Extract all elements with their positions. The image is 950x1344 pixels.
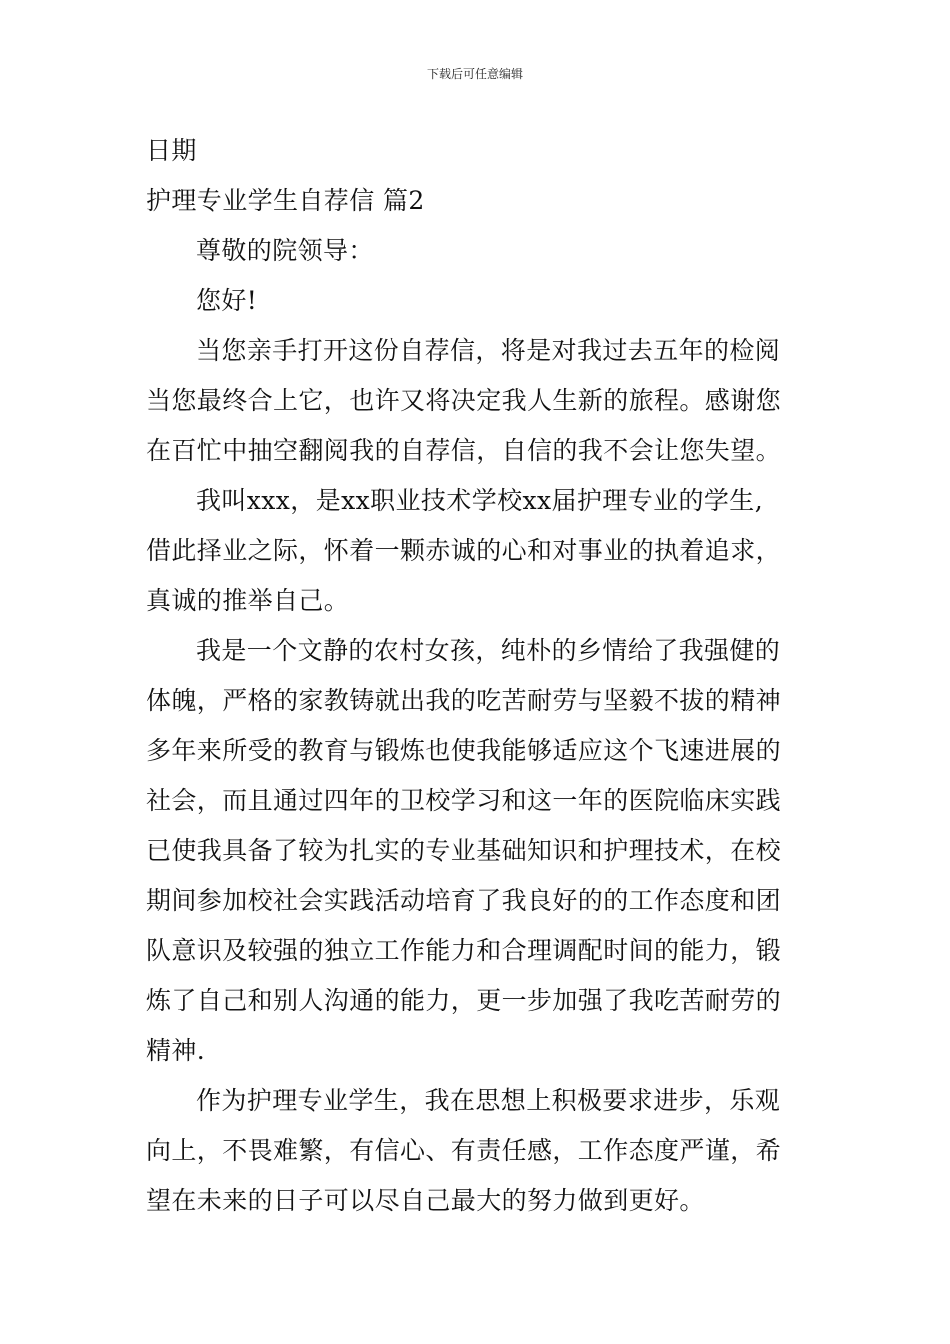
document-title: 护理专业学生自荐信 篇2 [146, 186, 425, 215]
text-line: 借此择业之际，怀着一颗赤诚的心和对事业的执着追求， [146, 536, 782, 565]
salutation: 尊敬的院领导： [196, 236, 374, 265]
text-line: 作为护理专业学生，我在思想上积极要求进步，乐观 [196, 1086, 781, 1115]
text-line: 当您最终合上它，也许又将决定我人生新的旅程。感谢您 [146, 386, 782, 415]
text-line: 多年来所受的教育与锻炼也使我能够适应这个飞速进展的 [146, 736, 782, 765]
text-line: 我叫xxx，是xx职业技术学校xx届护理专业的学生, [196, 486, 764, 515]
text-line: 望在未来的日子可以尽自己最大的努力做到更好。 [146, 1186, 705, 1215]
text-line: 真诚的推举自己。 [146, 586, 350, 615]
date-line: 日期 [146, 136, 197, 165]
text-line: 在百忙中抽空翻阅我的自荐信，自信的我不会让您失望。 [146, 436, 782, 465]
text-line: 炼了自己和别人沟通的能力，更一步加强了我吃苦耐劳的 [146, 986, 782, 1015]
text-line: 精神. [146, 1036, 206, 1065]
text-line: 我是一个文静的农村女孩，纯朴的乡情给了我强健的 [196, 636, 781, 665]
page-header: 下载后可任意编辑 [426, 67, 523, 81]
text-line: 当您亲手打开这份自荐信，将是对我过去五年的检阅 [196, 336, 781, 365]
text-line: 体魄，严格的家教铸就出我的吃苦耐劳与坚毅不拔的精神 [146, 686, 782, 715]
greeting: 您好! [196, 286, 258, 315]
text-line: 向上，不畏难繁，有信心、有责任感，工作态度严谨，希 [146, 1136, 782, 1165]
text-line: 期间参加校社会实践活动培育了我良好的的工作态度和团 [146, 886, 782, 915]
text-line: 队意识及较强的独立工作能力和合理调配时间的能力，锻 [146, 936, 782, 965]
document-body [146, 126, 806, 1226]
text-line: 社会，而且通过四年的卫校学习和这一年的医院临床实践 [146, 786, 782, 815]
text-line: 已使我具备了较为扎实的专业基础知识和护理技术，在校 [146, 836, 782, 865]
